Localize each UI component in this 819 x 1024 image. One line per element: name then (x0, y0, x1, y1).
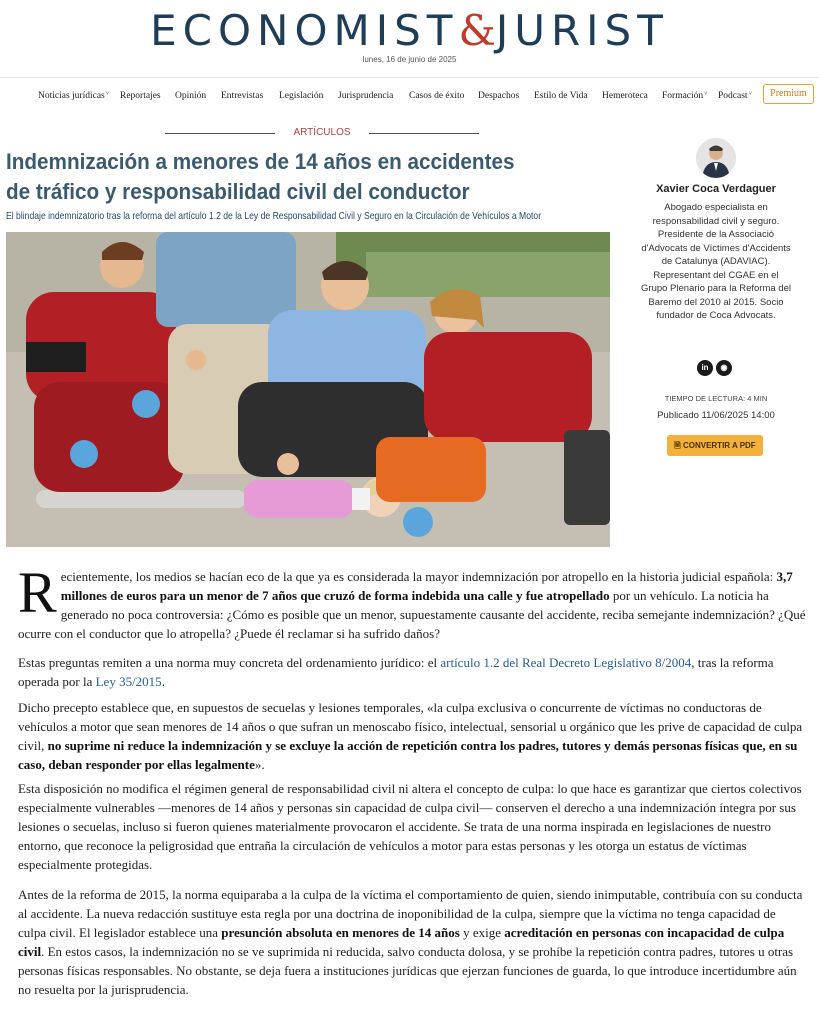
published-info (640, 410, 792, 421)
current-date: lunes, 16 de junio de 2025 (362, 55, 457, 64)
author-name[interactable]: Xavier Coca Verdaguer (656, 183, 776, 195)
article-title: Indemnización a menores de 14 años en accidentes de tráfico y responsabilidad civil del conductor (6, 149, 515, 204)
website-icon[interactable]: ◉ (716, 360, 732, 376)
nav-item-hemeroteca[interactable]: Hemeroteca (602, 91, 648, 101)
logo-amp: & (458, 6, 496, 55)
site-logo[interactable] (0, 6, 819, 55)
nav-item-jurisprudencia[interactable]: Jurisprudencia (338, 91, 394, 101)
pdf-file-icon: 🗎 (674, 441, 681, 450)
nav-item-formacion[interactable]: Formación˅ (662, 91, 708, 101)
nav-item-opinion[interactable]: Opinión (175, 91, 207, 101)
chevron-down-icon: ˅ (748, 91, 752, 97)
published-date: 11/06/2025 14:00 (701, 410, 775, 421)
nav-item-entrevistas[interactable]: Entrevistas (221, 91, 264, 101)
logo-left: ECONOMIST (150, 6, 459, 55)
section-divider-right (369, 133, 479, 134)
premium-button[interactable]: Premium (763, 84, 814, 104)
link-ley-35-2015[interactable]: Ley 35/2015 (95, 674, 162, 689)
convert-to-pdf-label: CONVERTIR A PDF (682, 441, 756, 450)
article-paragraph-2: Estas preguntas remiten a una norma muy concreta del ordenamiento jurídico: el artículo 1.2 del Real Decreto Legislativo 8/2004, tras la reforma operada por la Ley 35/2015. (18, 655, 774, 689)
article-paragraph-1: Recientemente, los medios se hacían eco de la que ya es considerada la mayor indemnización por atropello en la historia judicial española: 3,7 millones de euros para un menor de 7 años que cruzó de forma indebida una calle y fue atropellado por un vehículo. La noticia ha generado no poca controversia: ¿Cómo es posible que un menor, supuestamente causante del accidente, reciba semejante indemnización? ¿Qué ocurre con el conductor que lo atropella? ¿Puede él reclamar si ha sufrido daños? (18, 560, 806, 641)
author-photo (696, 138, 736, 178)
article-paragraph-3: Dicho precepto establece que, en supuestos de secuelas y lesiones temporales, «la culpa exclusiva o concurrente de víctimas no conductoras de vehículos a motor que sean menores de 14 años o que sufran un menoscabo físico, intelectual, sensorial u orgánico que les prive de capacidad de culpa civil, no suprime ni reduce la indemnización y se excluye la acción de repetición contra los padres, tutores y demás personas físicas que, en su caso, deban responder por ellas legalmente». (18, 700, 803, 772)
nav-item-legislacion[interactable]: Legislación (279, 91, 324, 101)
chevron-down-icon: ˅ (105, 91, 110, 97)
nav-item-casos-de-exito[interactable]: Casos de éxito (409, 91, 465, 101)
published-label: Publicado (657, 410, 699, 421)
nav-item-despachos[interactable]: Despachos (478, 91, 520, 101)
author-avatar[interactable] (696, 138, 736, 178)
hero-image (6, 232, 610, 547)
nav-item-estilo-de-vida[interactable]: Estilo de Vida (534, 91, 588, 101)
section-divider-left (165, 133, 275, 134)
article-paragraph-5: Antes de la reforma de 2015, la norma equiparaba a la culpa de la víctima el comportamiento de quien, siendo inimputable, contribuía con su conducta al accidente. La nueva redacción sustituye esta regla por una doctrina de inoponibilidad de la culpa, siempre que la víctima no tenga capacidad de culpa civil. El legislador establece una presunción absoluta en menores de 14 años y exige acreditación en personas con incapacidad de culpa civil. En estos casos, la indemnización no se ve suprimida ni reducida, salvo conducta dolosa, y se prohíbe la repetición contra padres, tutores u otras personas físicas responsables. No obstante, se deja fuera a instituciones jurídicas que ejerzan funciones de guarda, lo que introduce incertidumbre aún no resuelta por la jurisprudencia. (18, 887, 803, 997)
drop-cap: R (18, 560, 57, 625)
nav-item-reportajes[interactable]: Reportajes (120, 91, 161, 101)
author-bio: Abogado especialista en responsabilidad civil y seguro. Presidente de la Associació d'Advocats de Víctimes d'Accidents de Catalunya (ADAVIAC). Representant del CGAE en el Grupo Plenario para la Reforma del Baremo del 2010 al 2015. Socio fundador de Coca Advocats. (641, 202, 791, 321)
nav-item-podcast[interactable]: Podcast˅ (718, 91, 752, 101)
link-real-decreto[interactable]: artículo 1.2 del Real Decreto Legislativo 8/2004 (440, 655, 692, 670)
paramedics-scene-illustration (6, 232, 610, 547)
article-paragraph-4: Esta disposición no modifica el régimen general de responsabilidad civil ni altera el concepto de culpa: lo que hace es garantizar que ciertos colectivos especialmente vulnerables —menores de 14 años y personas sin capacidad de culpa civil— conserven el derecho a una indemnización íntegra por sus lesiones o secuelas, incluso si fueron quienes materialmente provocaron el accidente. Se trata de una norma inspirada en legislaciones de nuestro entorno, que reconoce la peligrosidad que entraña la circulación de vehículos a motor para estas personas y les otorga un estatus de víctimas especialmente protegidas. (18, 781, 802, 872)
main-nav (0, 84, 819, 110)
masthead (0, 0, 819, 78)
section-label[interactable]: ARTÍCULOS (293, 127, 351, 138)
reading-time: TIEMPO DE LECTURA: 4 MIN (664, 394, 768, 403)
chevron-down-icon: ˅ (704, 91, 708, 97)
nav-item-noticias[interactable]: Noticias jurídicas˅ (38, 91, 110, 101)
logo-right: JURIST (495, 6, 669, 55)
convert-to-pdf-button[interactable] (667, 435, 763, 456)
linkedin-icon[interactable]: in (697, 360, 713, 376)
article-subtitle: El blindaje indemnizatorio tras la reforma del artículo 1.2 de la Ley de Responsabilidad Civil y Seguro en la Circulación de Vehículos a Motor (6, 210, 542, 222)
